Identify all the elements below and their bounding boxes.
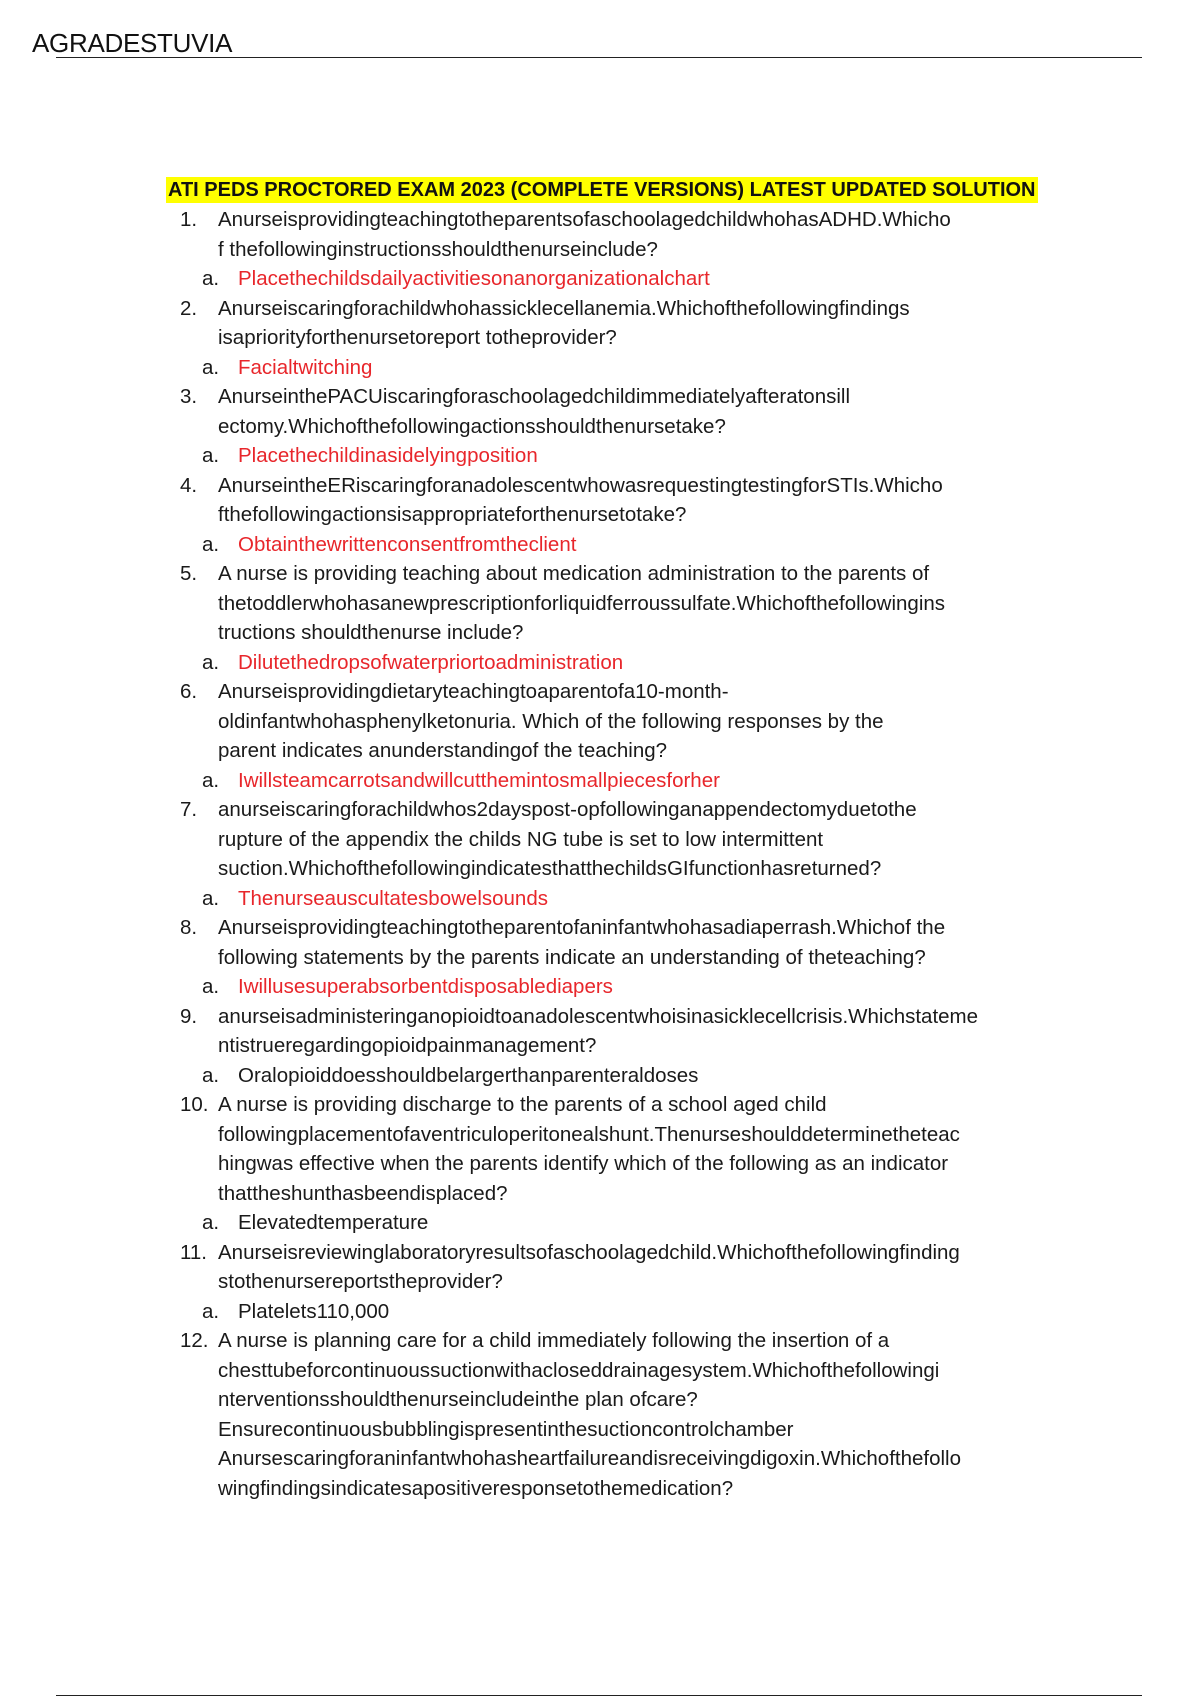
question-text-line: thetoddlerwhohasanewprescriptionforliquidferroussulfate.Whichofthefollowingins (218, 591, 946, 615)
answer-letter: a. (202, 975, 220, 998)
answer-letter: a. (202, 650, 220, 674)
question-text-line: Anurseisreviewinglaboratoryresultsofaschoolagedchild.Whichofthefollowingfinding (218, 1240, 960, 1264)
header-divider (56, 57, 1142, 58)
brand-watermark: AGRADESTUVIA (32, 28, 233, 58)
answer-text: Elevatedtemperature (238, 1211, 429, 1234)
question-item (166, 471, 1046, 530)
correct-answer: Facialtwitching (238, 355, 373, 379)
answer-item (166, 530, 1046, 560)
question-number: 6. (180, 680, 198, 703)
question-number: 1. (180, 208, 198, 231)
answer-letter: a. (202, 267, 220, 290)
question-text-line: AnurseinthePACUiscaringforaschoolagedchildimmediatelyafteratonsill (218, 385, 851, 408)
question-text-line: AnurseisprovidingteachingtotheparentsofaschoolagedchildwhohasADHD.Whicho (218, 208, 951, 231)
question-text-line: Anurseisprovidingteachingtotheparentofaninfantwhohasadiaperrash.Whichof the (218, 916, 946, 939)
question-item (166, 1002, 1046, 1061)
question-item (166, 677, 1046, 766)
answer-text: Oralopioiddoesshouldbelargerthanparenteraldoses (238, 1063, 699, 1087)
correct-answer: Dilutethedropsofwaterpriortoadministration (238, 650, 624, 674)
question-item (166, 1090, 1046, 1208)
answer-item (166, 1297, 1046, 1327)
question-text-line: Ensurecontinuousbubblingispresentinthesuctioncontrolchamber (218, 1417, 794, 1441)
question-text-line: nterventionsshouldthenurseincludeinthe plan ofcare? (218, 1388, 698, 1411)
question-text-line: oldinfantwhohasphenylketonuria. Which of the following responses by the (218, 709, 884, 733)
question-text-line: isapriorityforthenursetoreport totheprovider? (218, 326, 617, 349)
question-item (166, 382, 1046, 441)
question-item (166, 1238, 1046, 1297)
question-number: 8. (180, 916, 198, 939)
answer-item (166, 972, 1046, 1002)
answer-letter: a. (202, 768, 220, 792)
answer-letter: a. (202, 1211, 220, 1234)
correct-answer: Placethechildsdailyactivitiesonanorganizationalchart (238, 267, 710, 290)
question-text-line: Anurseiscaringforachildwhohassicklecellanemia.Whichofthefollowingfindings (218, 296, 910, 320)
correct-answer: Iwillsteamcarrotsandwillcutthemintosmallpiecesforher (238, 768, 720, 792)
answer-item (166, 1061, 1046, 1091)
correct-answer: Thenurseauscultatesbowelsounds (238, 886, 548, 910)
answer-item (166, 264, 1046, 294)
question-text-line: fthefollowingactionsisappropriateforthenursetotake? (218, 503, 687, 526)
question-number: 12. (180, 1329, 209, 1352)
page-header (32, 28, 1142, 58)
answer-item (166, 648, 1046, 678)
question-item (166, 294, 1046, 353)
question-text-line: chesttubeforcontinuoussuctionwithacloseddrainagesystem.Whichofthefollowingi (218, 1358, 940, 1382)
question-number: 11. (180, 1240, 207, 1264)
question-item (166, 913, 1046, 972)
question-text-line: tructions shouldthenurse include? (218, 621, 524, 644)
document-body (166, 175, 1046, 1503)
answer-letter: a. (202, 886, 220, 910)
question-text-line: f thefollowinginstructionsshouldthenurseinclude? (218, 237, 658, 261)
answer-letter: a. (202, 355, 220, 379)
question-item (166, 205, 1046, 264)
question-item (166, 1326, 1046, 1503)
question-text-line: suction.WhichofthefollowingindicatesthatthechildsGIfunctionhasreturned? (218, 857, 882, 880)
question-number: 9. (180, 1004, 198, 1028)
answer-letter: a. (202, 532, 220, 556)
question-text-line: A nurse is providing teaching about medication administration to the parents of (218, 562, 930, 585)
correct-answer: Iwillusesuperabsorbentdisposablediapers (238, 975, 613, 998)
correct-answer: Obtainthewrittenconsentfromtheclient (238, 532, 577, 556)
answer-letter: a. (202, 444, 220, 467)
answer-item (166, 766, 1046, 796)
question-number: 7. (180, 798, 198, 821)
answer-text: Platelets110,000 (238, 1299, 390, 1323)
exam-title: ATI PEDS PROCTORED EXAM 2023 (COMPLETE VERSIONS) LATEST UPDATED SOLUTION (168, 179, 1036, 201)
question-list (166, 205, 1046, 1503)
question-text-line: following statements by the parents indicate an understanding of theteaching? (218, 945, 926, 969)
footer-divider (56, 1695, 1142, 1696)
question-text-line: ectomy.Whichofthefollowingactionsshouldthenursetake? (218, 414, 726, 438)
question-text-line: Anursescaringforaninfantwhohasheartfailureandisreceivingdigoxin.Whichofthefollo (218, 1447, 961, 1470)
answer-item (166, 884, 1046, 914)
question-text-line: Anurseisprovidingdietaryteachingtoaparentofa10-month- (218, 680, 729, 703)
question-text-line: AnurseintheERiscaringforanadolescentwhowasrequestingtestingforSTIs.Whicho (218, 473, 943, 497)
question-text-line: anurseiscaringforachildwhos2dayspost-opfollowinganappendectomyduetothe (218, 798, 917, 821)
question-item (166, 559, 1046, 648)
question-number: 10. (180, 1093, 209, 1116)
correct-answer: Placethechildinasidelyingposition (238, 444, 538, 467)
question-text-line: thattheshunthasbeendisplaced? (218, 1181, 508, 1205)
question-text-line: followingplacementofaventriculoperitonealshunt.Thenurseshoulddeterminetheteac (218, 1122, 960, 1146)
answer-item (166, 353, 1046, 383)
question-text-line: rupture of the appendix the childs NG tube is set to low intermittent (218, 827, 824, 851)
answer-letter: a. (202, 1299, 220, 1323)
question-item (166, 795, 1046, 884)
question-text-line: anurseisadministeringanopioidtoanadolescentwhoisinasicklecellcrisis.Whichstateme (218, 1004, 979, 1028)
question-text-line: hingwas effective when the parents identify which of the following as an indicator (218, 1152, 949, 1175)
question-text-line: wingfindingsindicatesapositiveresponsetothemedication? (218, 1476, 734, 1500)
question-number: 5. (180, 562, 198, 585)
question-text-line: ntistrueregardingopioidpainmanagement? (218, 1034, 597, 1057)
question-text-line: stothenursereportstheprovider? (218, 1270, 503, 1293)
question-number: 2. (180, 296, 198, 320)
question-number: 4. (180, 473, 198, 497)
question-number: 3. (180, 385, 198, 408)
question-text-line: A nurse is providing discharge to the parents of a school aged child (218, 1093, 827, 1116)
question-text-line: parent indicates anunderstandingof the teaching? (218, 739, 668, 762)
answer-item (166, 1208, 1046, 1238)
answer-letter: a. (202, 1063, 220, 1087)
question-text-line: A nurse is planning care for a child immediately following the insertion of a (218, 1329, 890, 1352)
answer-item (166, 441, 1046, 471)
